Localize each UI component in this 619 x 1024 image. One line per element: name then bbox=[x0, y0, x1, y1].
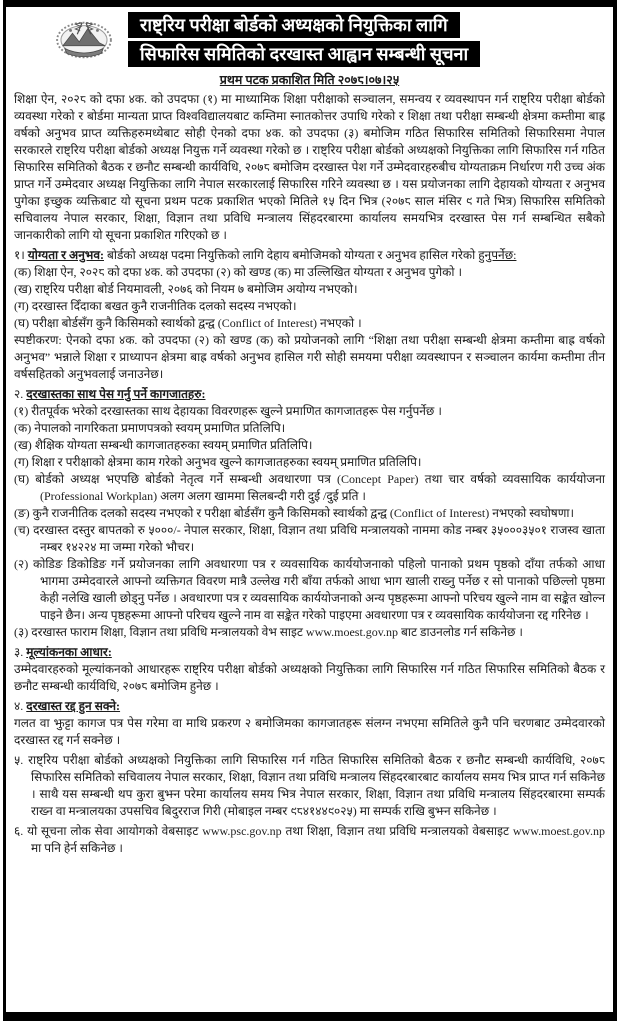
section1-item-ga bbox=[14, 298, 605, 315]
section4-heading bbox=[14, 698, 605, 715]
item-text: दरखास्त दिँदाका बखत कुनै राजनीतिक दलको सदस्य नभएको। bbox=[31, 299, 297, 313]
title-line-2: सिफारिस समितिको दरखास्त आह्वान सम्बन्धी सूचना bbox=[128, 41, 480, 67]
section2-subitem-ka bbox=[14, 420, 605, 437]
section2-number: २. bbox=[14, 387, 24, 401]
section4-number: ४. bbox=[14, 699, 24, 713]
section2-subitem-gha bbox=[14, 471, 605, 505]
section4-heading-text: दरखास्त रद्द हुन सक्ने: bbox=[26, 699, 121, 713]
section2-subitem-ga bbox=[14, 454, 605, 471]
section1-item-kha bbox=[14, 281, 605, 298]
nepal-emblem-icon bbox=[52, 16, 116, 64]
item-label: (ख) bbox=[14, 438, 32, 452]
item-text: शिक्षा र परीक्षाको क्षेत्रमा काम गरेको अनुभव खुल्ने कागजातहरुका स्वयम् प्रमाणित प्रतिलिपि। bbox=[31, 455, 422, 469]
item-label: (क) bbox=[14, 421, 32, 435]
section3-body: उम्मेदवारहरुको मूल्यांकनको आधारहरू राष्ट्रिय परीक्षा बोर्डको अध्यक्षको नियुक्तिका लागि सिफारिस गर्न गठित सिफारिस समितिको बैठक र छनौट सम्बन्धी कार्यविधि, २०७८ बमोजिम हुनेछ । bbox=[14, 662, 605, 693]
section2-heading bbox=[14, 386, 605, 403]
section2-item-3 bbox=[14, 624, 605, 641]
item-label: (२) bbox=[14, 557, 29, 571]
item-text: नेपालको नागरिकता प्रमाणपत्रको स्वयम् प्रमाणित प्रतिलिपि। bbox=[34, 421, 286, 435]
section2-subitem-nga bbox=[14, 505, 605, 522]
section1-heading-text: योग्यता र अनुभव: bbox=[27, 248, 104, 262]
section1-item-gha bbox=[14, 315, 605, 332]
section2-heading-text: दरखास्तका साथ पेस गर्नु पर्ने कागजातहरु: bbox=[26, 387, 206, 401]
section2-item-2 bbox=[14, 556, 605, 624]
section3-heading-text: मूल्यांकनका आधार: bbox=[26, 645, 112, 659]
notice-border-frame bbox=[3, 0, 617, 1021]
item-label: (क) bbox=[14, 265, 32, 279]
section1-number: १। bbox=[14, 248, 25, 262]
section5-number: ५. bbox=[14, 753, 24, 767]
intro-paragraph: शिक्षा ऐन, २०२८ को दफा ४क. को उपदफा (१) मा माध्यामिक शिक्षा परीक्षाको सञ्चालन, समन्वय र व्यवस्थापन गर्न राष्ट्रिय परीक्षा बोर्डको व्यवस्था गरेको र बोर्डमा मान्यता प्राप्त विश्वविद्यालयबाट कम्तिमा स्नातकोत्तर उपाधि गरेको र शिक्षा तथा परीक्षा सम्बन्धी क्षेत्रमा कम्तीमा बाह्र वर्षको अनुभव प्राप्त व्यक्तिहरुमध्येबाट सोही ऐनको दफा ४क. को उपदफा (३) बमोजिम गठित सिफारिस समितिको सिफारिसमा नेपाल सरकारले राष्ट्रिय परीक्षा बोर्डको अध्यक्ष नियुक्त गर्ने व्यवस्था गरेको छ । राष्ट्रिय परीक्षा बोर्डको अध्यक्षको नियुक्तिका लागि सिफारिस गर्न गठित सिफारिस समितिको बैठक र छनौट सम्बन्धी कार्यविधि, २०७८ बमोजिम दरखास्त पेश गर्ने उम्मेदवारहरुबीच योग्यताक्रम निर्धारण गरी उच्च अंक प्राप्त गर्ने उम्मेदवार अध्यक्ष नियुक्तिका लागि नेपाल सरकारलाई सिफारिस गरिने व्यवस्था छ । यस प्रयोजनका लागि देहायको योग्यता र अनुभव पुगेका इच्छुक व्यक्तिबाट यो सूचना प्रथम पटक प्रकाशित भएको मितिले १५ दिन भित्र (२०७८ साल मंसिर ९ गते भित्र) सिफारिस समितिको सचिवालय नेपाल सरकार, शिक्षा, विज्ञान तथा प्रविधि मन्त्रालय सिंहदरबारमा कार्यालय समयभित्र दरखास्त पेस गर्न सम्बन्धित सबैको जानकारीको लागि यो सूचना प्रकाशित गरिएको छ । bbox=[14, 92, 605, 242]
item-label: (ग) bbox=[14, 299, 29, 313]
item-text: राष्ट्रिय परीक्षा बोर्ड नियमावली, २०७६ को नियम ७ बमोजिम अयोग्य नभएको। bbox=[34, 282, 358, 296]
section2-subitem-kha bbox=[14, 437, 605, 454]
section6-paragraph bbox=[14, 823, 605, 857]
section1-explanation: स्पष्टीकरण: ऐनको दफा ४क. को उपदफा (२) को खण्ड (क) को प्रयोजनको लागि “शिक्षा तथा परीक्षा सम्बन्धी क्षेत्रमा कम्तीमा बाह्र वर्षको अनुभव” भन्नाले शिक्षा र प्राध्यापन क्षेत्रमा बाह्र वर्षको अनुभव हासिल गरी सोही समयमा परीक्षा व्यवस्थापन र सञ्चालन कार्यमा कम्तीमा तीन वर्षसहितको अनुभवलाई जनाउनेछ। bbox=[14, 333, 605, 381]
section3-heading bbox=[14, 644, 605, 661]
item-text: परीक्षा बोर्डसँग कुनै किसिमको स्वार्थको द्वन्द्व (Conflict of Interest) नभएको । bbox=[32, 316, 362, 330]
item-text: बोर्डको अध्यक्ष भएपछि बोर्डको नेतृत्व गर्ने सम्बन्धी अवधारणा पत्र (Concept Paper) तथा चार वर्षको व्यवसायिक कार्ययोजना (Professional Workplan) अलग अलग खाममा सिलबन्दी गरी दुई /दुई प्रति । bbox=[35, 472, 605, 503]
published-date-text: प्रथम पटक प्रकाशित मिति २०७८।०७।२५ bbox=[219, 73, 400, 87]
item-label: (च) bbox=[14, 523, 30, 537]
section6-text: यो सूचना लोक सेवा आयोगको वेबसाइट www.psc.gov.np तथा शिक्षा, विज्ञान तथा प्रविधि मन्त्रालयको वेबसाइट www.moest.gov.np मा पनि हेर्न सकिनेछ । bbox=[27, 824, 605, 855]
section1-heading-lead: बोर्डको अध्यक्ष पदमा नियुक्तिको लागि देहाय बमोजिमको योग्यता र अनुभव हासिल गरेको bbox=[104, 248, 479, 262]
section2-item-1 bbox=[14, 403, 605, 420]
title-line-1: राष्ट्रिय परीक्षा बोर्डको अध्यक्षको नियुक्तिका लागि bbox=[128, 12, 460, 38]
item-text: शिक्षा ऐन, २०२८ को दफा ४क. को उपदफा (२) को खण्ड (क) मा उल्लिखित योग्यता र अनुभव पुगेको । bbox=[34, 265, 463, 279]
item-text: रीतपूर्वक भरेको दरखास्तका साथ देहायका विवरणहरू खुल्ने प्रमाणित कागजातहरू पेस गर्नुपर्नेछ । bbox=[31, 404, 442, 418]
notice-body bbox=[14, 91, 605, 857]
section3-number: ३. bbox=[14, 645, 24, 659]
section6-number: ६. bbox=[14, 824, 24, 838]
published-date-line bbox=[14, 71, 605, 88]
item-label: (१) bbox=[14, 404, 29, 418]
item-label: (ख) bbox=[14, 282, 32, 296]
item-text: दरखास्त फाराम शिक्षा, विज्ञान तथा प्रविधि मन्त्रालयको वेभ साइट www.moest.gov.np बाट डाउनलोड गर्न सकिनेछ । bbox=[31, 625, 523, 639]
item-text: कोडिङ डिकोडिङ गर्ने प्रयोजनका लागि अवधारणा पत्र र व्यवसायिक कार्ययोजनाको पहिलो पानाको प्रथम पृष्ठको दाँया तर्फको आधा भागमा उम्मेदवारले आफ्नो व्यक्तिगत विवरण मात्रै उल्लेख गरी बाँया तर्फको आधा भाग खाली राख्नु पर्नेछ र सो पानाको पछिल्लो पृष्ठमा केही नलेखि खाली छोड्नु पर्नेछ । अवधारणा पत्र र व्यवसायिक कार्ययोजनाको अन्य पृष्ठहरूमा आफ्नो परिचय खुल्ने नाम वा सङ्केत खोल्न पाइने छैन। अन्य पृष्ठहरूमा आफ्नो परिचय खुल्ने नाम वा सङ्केत गरेको पाइएमा अवधारणा पत्र र व्यवसायिक कार्ययोजना रद्द गरिनेछ । bbox=[33, 557, 605, 622]
notice-header bbox=[14, 12, 605, 67]
title-block bbox=[128, 12, 480, 67]
item-label: (घ) bbox=[14, 472, 30, 486]
section5-text: राष्ट्रिय परीक्षा बोर्डको अध्यक्षको नियुक्तिका लागि सिफारिस गर्न गठित सिफारिस समितिको बैठक र छनौट सम्बन्धी कार्यविधि, २०७८ सिफारिस समितिको सचिवालय नेपाल सरकार, शिक्षा, विज्ञान तथा प्रविधि मन्त्रालय सिंहदरबारबाट कार्यालय समय भित्र प्राप्त गर्न सकिनेछ । साथै यस सम्बन्धी थप कुरा बुझ्न परेमा कार्यालय समय भित्र नेपाल सरकार, शिक्षा, विज्ञान तथा प्रविधि मन्त्रालय सिंहदरबारमा सम्पर्क राख्न वा मन्त्रालयका उपसचिव बिदुरराज गिरी (मोबाइल नम्बर ९८४१४४९०२५) मा सम्पर्क राखि बुझ्न सकिनेछ । bbox=[28, 753, 606, 818]
item-text: दरखास्त दस्तुर बापतको रु ५०००/- नेपाल सरकार, शिक्षा, विज्ञान तथा प्रविधि मन्त्रालयको नाममा कोड नम्बर ३५०००३५०१ राजस्व खाता नम्बर १४२२४ मा जम्मा गरेको भौचर। bbox=[33, 523, 605, 554]
section5-paragraph bbox=[14, 752, 605, 820]
section1-item-ka bbox=[14, 264, 605, 281]
item-text: शैक्षिक योग्यता सम्बन्धी कागजातहरुका स्वयम् प्रमाणित प्रतिलिपि। bbox=[34, 438, 313, 452]
section1-heading bbox=[14, 247, 605, 264]
item-label: (घ) bbox=[14, 316, 30, 330]
item-label: (ङ) bbox=[14, 506, 30, 520]
section4-body: गलत वा झुट्टा कागज पत्र पेस गरेमा वा माथि प्रकरण २ बमोजिमका कागजातहरू संलग्न नभएमा समितिले कुनै पनि चरणबाट उम्मेदवारको दरखास्त रद्द गर्न सक्नेछ । bbox=[14, 716, 605, 747]
item-label: (३) bbox=[14, 625, 29, 639]
section1-heading-lead-end: हुनुपर्नेछ: bbox=[478, 248, 517, 262]
item-text: कुनै राजनीतिक दलको सदस्य नभएको र परीक्षा बोर्डसँग कुनै किसिमको स्वार्थको द्वन्द्व (Conflict of Interest) नभएको स्वघोषणा। bbox=[32, 506, 575, 520]
item-label: (ग) bbox=[14, 455, 29, 469]
section2-subitem-cha bbox=[14, 522, 605, 556]
